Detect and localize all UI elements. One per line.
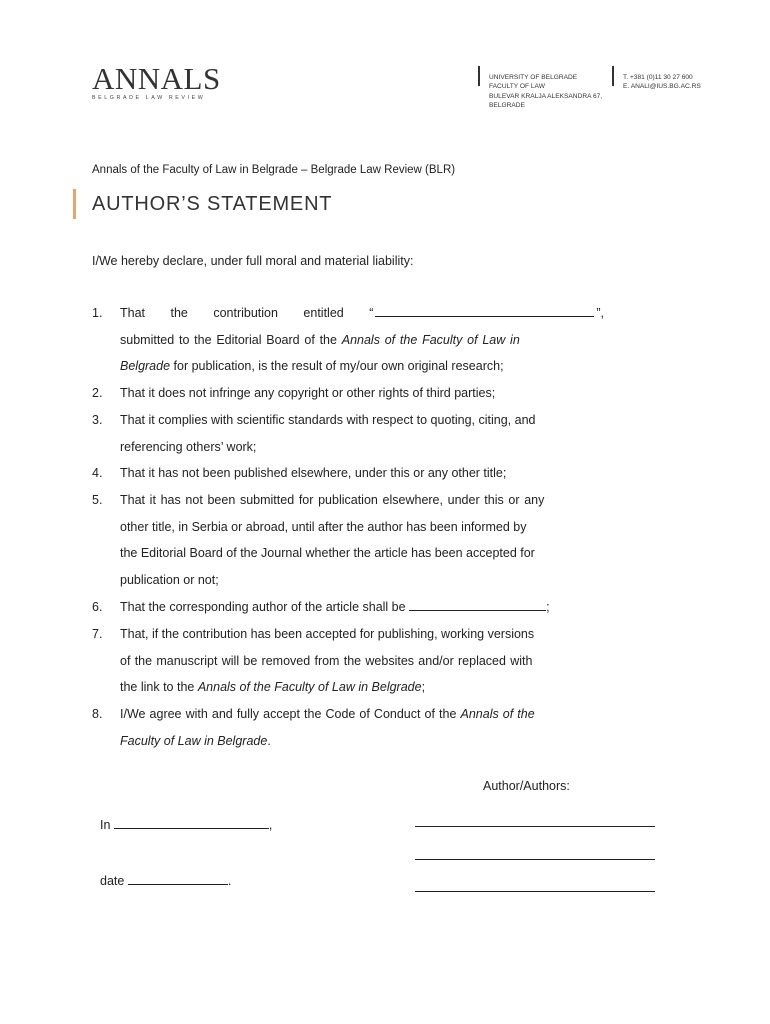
- place-blank-field[interactable]: [114, 816, 269, 829]
- declaration-intro: I/We hereby declare, under full moral and material liability:: [92, 254, 414, 268]
- address-line: FACULTY OF LAW: [489, 83, 545, 91]
- item-text: submitted to the Editorial Board of the: [120, 332, 342, 347]
- list-item: [92, 701, 604, 754]
- item-text: ”,: [596, 306, 604, 320]
- title-blank-field[interactable]: [375, 304, 594, 317]
- item-number: 2.: [92, 386, 103, 400]
- item-text: Faculty of Law in Belgrade: [120, 733, 268, 748]
- item-text: .: [267, 733, 271, 748]
- item-text: That the contribution entitled “: [120, 306, 374, 320]
- page-title: AUTHOR’S STATEMENT: [92, 193, 333, 215]
- item-text: That the corresponding author of the article shall be: [120, 600, 410, 614]
- item-number: 5.: [92, 493, 103, 507]
- address-line: UNIVERSITY OF BELGRADE: [489, 74, 578, 81]
- item-number: 6.: [92, 600, 103, 614]
- list-item: [92, 407, 604, 460]
- list-item: [92, 487, 604, 594]
- author-signature-line[interactable]: [415, 859, 655, 860]
- item-text: That, if the contribution has been accepted for publishing, working versions: [120, 627, 535, 641]
- contact-block: [623, 73, 701, 92]
- item-text: referencing others’ work;: [120, 439, 257, 454]
- title-accent-bar: [73, 189, 76, 219]
- authors-label: Author/Authors:: [483, 779, 570, 793]
- item-text: That it has not been published elsewhere, under this or any other title;: [120, 466, 507, 480]
- corresponding-author-field[interactable]: [409, 598, 546, 611]
- place-label: In: [100, 818, 114, 832]
- list-item: [92, 460, 604, 487]
- item-text: Belgrade: [120, 359, 171, 374]
- item-text: of the manuscript will be removed from the websites and/or replaced with: [120, 653, 533, 668]
- item-number: 4.: [92, 466, 103, 480]
- date-label: date: [100, 874, 128, 888]
- item-text: I/We agree with and fully accept the Code of Conduct of the: [120, 707, 461, 721]
- item-text: ;: [421, 680, 426, 695]
- item-text: publication or not;: [120, 573, 219, 588]
- place-field-row: [100, 816, 272, 832]
- address-block: [489, 73, 602, 110]
- date-blank-field[interactable]: [128, 872, 228, 885]
- item-number: 3.: [92, 413, 103, 427]
- list-item: [92, 621, 604, 701]
- item-text: for publication, is the result of my/our own original research;: [170, 359, 504, 374]
- author-signature-line[interactable]: [415, 891, 655, 892]
- journal-logo: [92, 61, 221, 101]
- item-text: Annals of the Faculty of Law in: [341, 332, 520, 347]
- item-text: Annals of the: [460, 707, 535, 721]
- item-text: That it has not been submitted for publication elsewhere, under this or any: [120, 493, 545, 507]
- item-text: Annals of the Faculty of Law in Belgrade: [197, 680, 422, 695]
- item-text: That it complies with scientific standards with respect to quoting, citing, and: [120, 413, 536, 427]
- list-item: [92, 380, 604, 407]
- contact-email: E. ANALI@IUS.BG.AC.RS: [623, 83, 701, 91]
- item-text: other title, in Serbia or abroad, until after the author has been informed by: [120, 519, 527, 534]
- item-number: 1.: [92, 306, 103, 320]
- logo-subtitle: BELGRADE LAW REVIEW: [92, 95, 206, 101]
- item-text: ;: [546, 600, 550, 614]
- address-line: BELGRADE: [489, 101, 525, 109]
- item-text: That it does not infringe any copyright or other rights of third parties;: [120, 386, 496, 400]
- place-suffix: ,: [268, 818, 273, 832]
- item-text: the Editorial Board of the Journal whether the article has been accepted for: [120, 546, 535, 561]
- address-line: BULEVAR KRALJA ALEKSANDRA 67,: [489, 92, 603, 100]
- list-item: [92, 594, 604, 621]
- item-text: the link to the: [120, 680, 198, 695]
- contact-phone: T. +381 (0)11 30 27 600: [623, 74, 693, 81]
- list-item: [92, 300, 604, 380]
- item-number: 7.: [92, 627, 103, 641]
- date-field-row: [100, 872, 231, 888]
- item-number: 8.: [92, 707, 103, 721]
- journal-name: Annals of the Faculty of Law in Belgrade – Belgrade Law Review (BLR): [92, 164, 456, 176]
- header-divider: [612, 66, 614, 86]
- logo-title: ANNALS: [92, 61, 221, 96]
- header-divider: [478, 66, 480, 86]
- date-suffix: .: [227, 874, 232, 888]
- author-signature-line[interactable]: [415, 826, 655, 827]
